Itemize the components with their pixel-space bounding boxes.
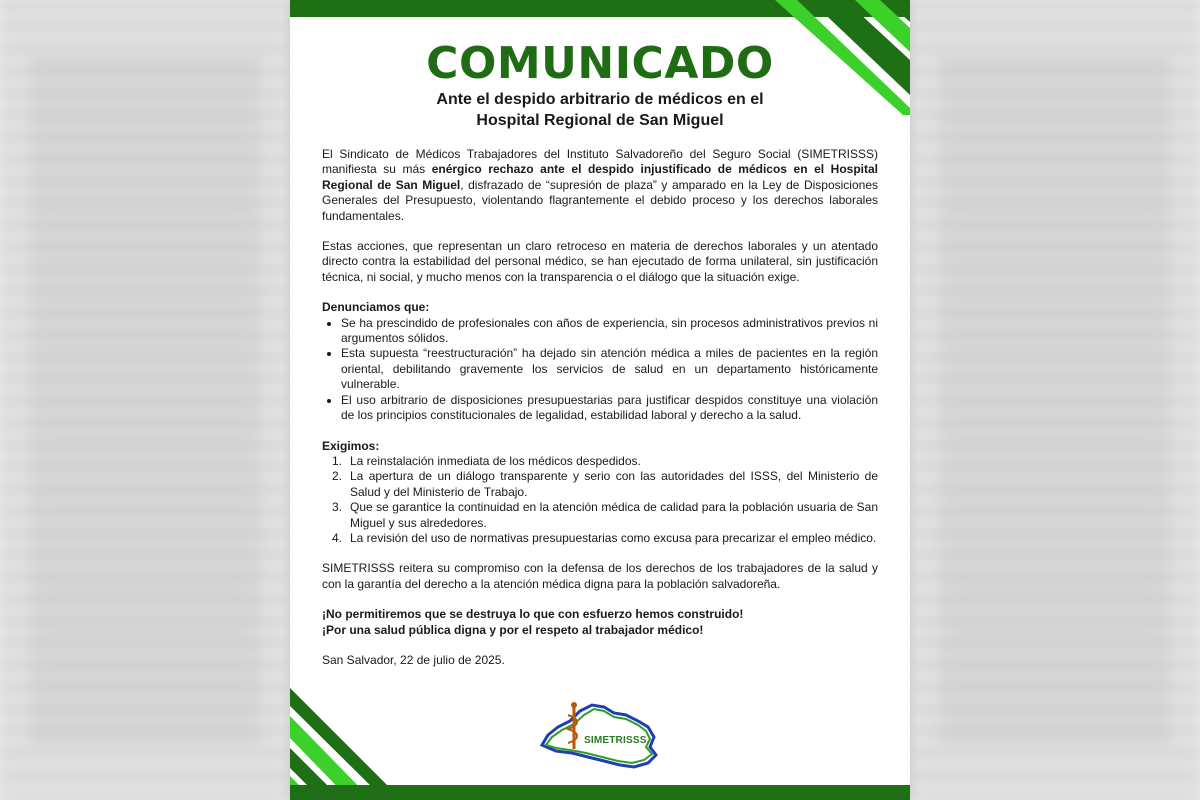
slogan-1: ¡No permitiremos que se destruya lo que con esfuerzo hemos construido! xyxy=(322,607,744,622)
bottom-green-bar xyxy=(290,785,910,800)
exigimos-heading: Exigimos: xyxy=(322,438,380,453)
list-item xyxy=(332,530,878,546)
communique-title: COMUNICADO xyxy=(426,38,774,89)
logo-text: SIMETRISSS xyxy=(584,735,647,746)
denunciamos-heading: Denunciamos que: xyxy=(322,300,430,315)
closing-paragraph: SIMETRISSS reitera su compromiso con la defensa de los derechos de los trabajadores de la salud y con la garantía del derecho a la atención médica digna para la población salvadoreña. xyxy=(322,561,878,591)
paragraph-1 xyxy=(322,147,878,224)
list-number: 2. xyxy=(332,469,343,484)
denunciamos-list xyxy=(322,316,878,424)
list-item: • El uso arbitrario de disposiciones presupuestarias para justificar despidos constituye una violación de los principios constitucionales de legalidad, estabilidad laboral y derecho a la salud. xyxy=(341,393,878,424)
paragraph-2: Estas acciones, que representan un claro retroceso en materia de derechos laborales y un atentado directo contra la estabilidad del personal médico, se han ejecutado de forma unilateral, sin justificación técnica, ni social, y mucho menos con la transparencia o el diálogo que la situación exige. xyxy=(322,239,878,284)
slogans xyxy=(322,607,878,638)
list-item xyxy=(332,469,878,500)
document-date: San Salvador, 22 de julio de 2025. xyxy=(322,652,505,667)
simetrisss-logo xyxy=(534,697,664,777)
paragraph-1-text-b: , disfrazado de “supresión de plaza” y amparado en la Ley de Disposiciones Generales del Presupuesto, violentando flagrantemente el debido proceso y los derechos laborales fundamentales. xyxy=(322,177,878,223)
blurred-background-right xyxy=(910,0,1200,800)
communique-subtitle xyxy=(350,89,850,131)
list-item xyxy=(332,453,878,469)
blurred-background-left xyxy=(0,0,290,800)
subtitle-line-2: Hospital Regional de San Miguel xyxy=(476,112,724,129)
exigimos-list xyxy=(322,454,878,546)
list-item: • Se ha prescindido de profesionales con años de experiencia, sin procesos administrativos previos ni argumentos sólidos. xyxy=(341,316,878,347)
list-item xyxy=(332,500,878,531)
list-item-text: La apertura de un diálogo transparente y serio con las autoridades del ISSS, del Ministerio de Salud y del Ministerio de Trabajo. xyxy=(350,469,878,499)
list-item-text: La revisión del uso de normativas presupuestarias como excusa para precarizar el empleo médico. xyxy=(350,530,877,545)
list-item-text: Que se garantice la continuidad en la atención médica de calidad para la población usuaria de San Miguel y sus alrededores. xyxy=(350,500,878,530)
list-item-text: La reinstalación inmediata de los médicos despedidos. xyxy=(350,453,641,468)
list-number: 1. xyxy=(332,453,343,468)
subtitle-line-1: Ante el despido arbitrario de médicos en el xyxy=(436,91,764,108)
paragraph-1-text-a: El Sindicato de Médicos Trabajadores del Instituto Salvadoreño del Seguro Social (SIMETRISSS) manifiesta su más xyxy=(322,147,878,177)
list-number: 4. xyxy=(332,530,343,545)
paragraph-1-bold: enérgico rechazo ante el despido injustificado de médicos en el Hospital Regional de San Miguel xyxy=(322,162,878,192)
list-number: 3. xyxy=(332,500,343,515)
slogan-2: ¡Por una salud pública digna y por el respeto al trabajador médico! xyxy=(322,622,704,637)
communique-body xyxy=(322,147,878,668)
bottom-left-stripes-decoration xyxy=(290,688,405,800)
list-item: • Esta supuesta “reestructuración” ha dejado sin atención médica a miles de pacientes en la región oriental, debilitando gravemente los servicios de salud en un departamento históricamente vulnerable. xyxy=(341,346,878,392)
communique-page xyxy=(290,0,910,800)
